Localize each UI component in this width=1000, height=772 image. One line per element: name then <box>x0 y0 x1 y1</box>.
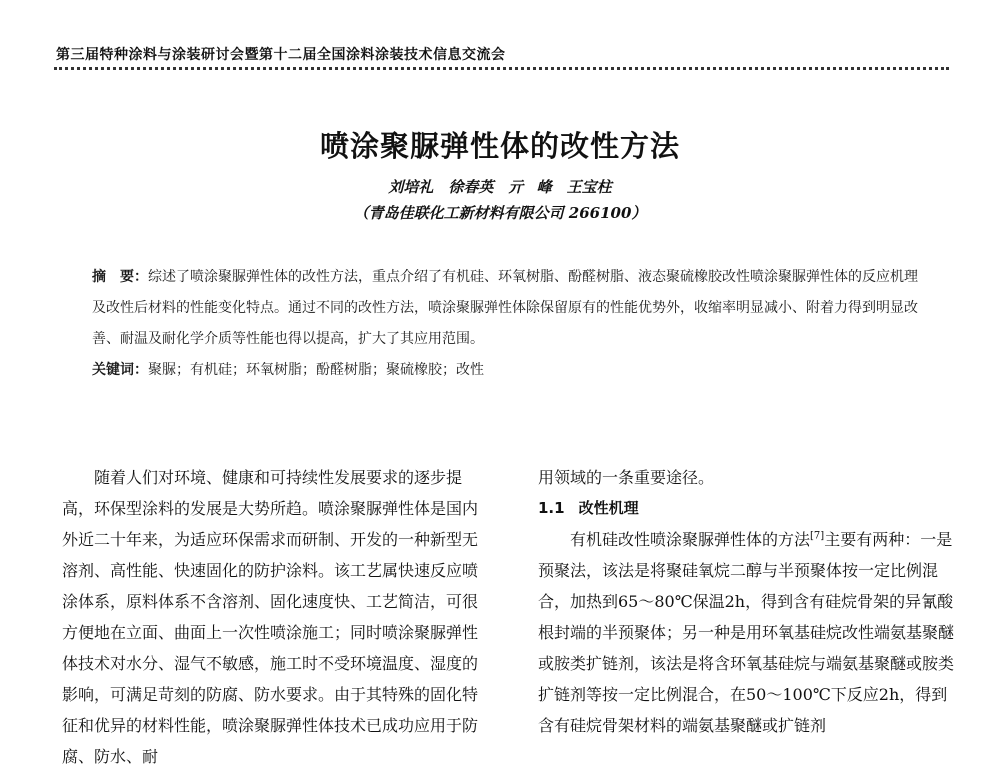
mechanism-text-rest: 主要有两种：一是预聚法，该法是将聚硅氧烷二醇与半预聚体按一定比例混合，加热到65～80℃保温2h，得到含有硅烷骨架的异氰酸根封端的半预聚体；另一种是用环氧基硅烷改性端氨基聚醚或胺类扩链剂，该法是将含环氧基硅烷与端氨基聚醚或胺类扩链剂等按一定比例混合，在50～100℃下反应2h，得到含有硅烷骨架材料的端氨基聚醚或扩链剂 <box>538 530 955 735</box>
running-header: 第三届特种涂料与涂装研讨会暨第十二届全国涂料涂装技术信息交流会 <box>56 47 506 63</box>
mechanism-paragraph <box>538 524 958 741</box>
abstract-text: 综述了喷涂聚脲弹性体的改性方法，重点介绍了有机硅、环氧树脂、酚醛树脂、液态聚硫橡胶改性喷涂聚脲弹性体的反应机理及改性后材料的性能变化特点。通过不同的改性方法，喷涂聚脲弹性体除保留原有的性能优势外，收缩率明显减小、附着力得到明显改善、耐温及耐化学介质等性能也得以提高，扩大了其应用范围。 <box>92 269 918 347</box>
body-left-column <box>62 462 482 772</box>
article-authors: 刘培礼 徐春英 亓 峰 王宝柱 <box>388 178 612 196</box>
section-number: 1.1 <box>538 499 565 517</box>
section-title: 改性机理 <box>578 499 639 517</box>
body-right-column <box>538 462 958 741</box>
article-title: 喷涂聚脲弹性体的改性方法 <box>319 129 680 163</box>
mechanism-text-start: 有机硅改性喷涂聚脲弹性体的方法 <box>570 530 811 549</box>
abstract-label: 摘 要： <box>92 269 148 285</box>
keywords-line <box>92 355 928 386</box>
keywords-label: 关键词： <box>92 362 148 378</box>
intro-paragraph: 随着人们对环境、健康和可持续性发展要求的逐步提高，环保型涂料的发展是大势所趋。喷涂聚脲弹性体是国内外近二十年来，为适应环保需求而研制、开发的一种新型无溶剂、高性能、快速固化的防护涂料。该工艺属快速反应喷涂体系，原料体系不含溶剂、固化速度快、工艺简洁，可很方便地在立面、曲面上一次性喷涂施工；同时喷涂聚脲弹性体技术对水分、湿气不敏感，施工时不受环境温度、湿度的影响，可满足苛刻的防腐、防水要求。由于其特殊的固化特征和优异的材料性能，喷涂聚脲弹性体技术已成功应用于防腐、防水、耐 <box>62 468 479 766</box>
header-dotted-rule <box>54 67 949 70</box>
citation-ref: [7] <box>810 530 825 542</box>
keywords-text: 聚脲；有机硅；环氧树脂；酚醛树脂；聚硫橡胶；改性 <box>148 362 484 378</box>
section-heading <box>538 493 958 524</box>
abstract-block <box>92 262 928 386</box>
abstract-paragraph <box>92 262 928 355</box>
article-affiliation: （青岛佳联化工新材料有限公司 266100） <box>353 204 647 222</box>
continuation-text: 用领域的一条重要途径。 <box>538 468 715 487</box>
